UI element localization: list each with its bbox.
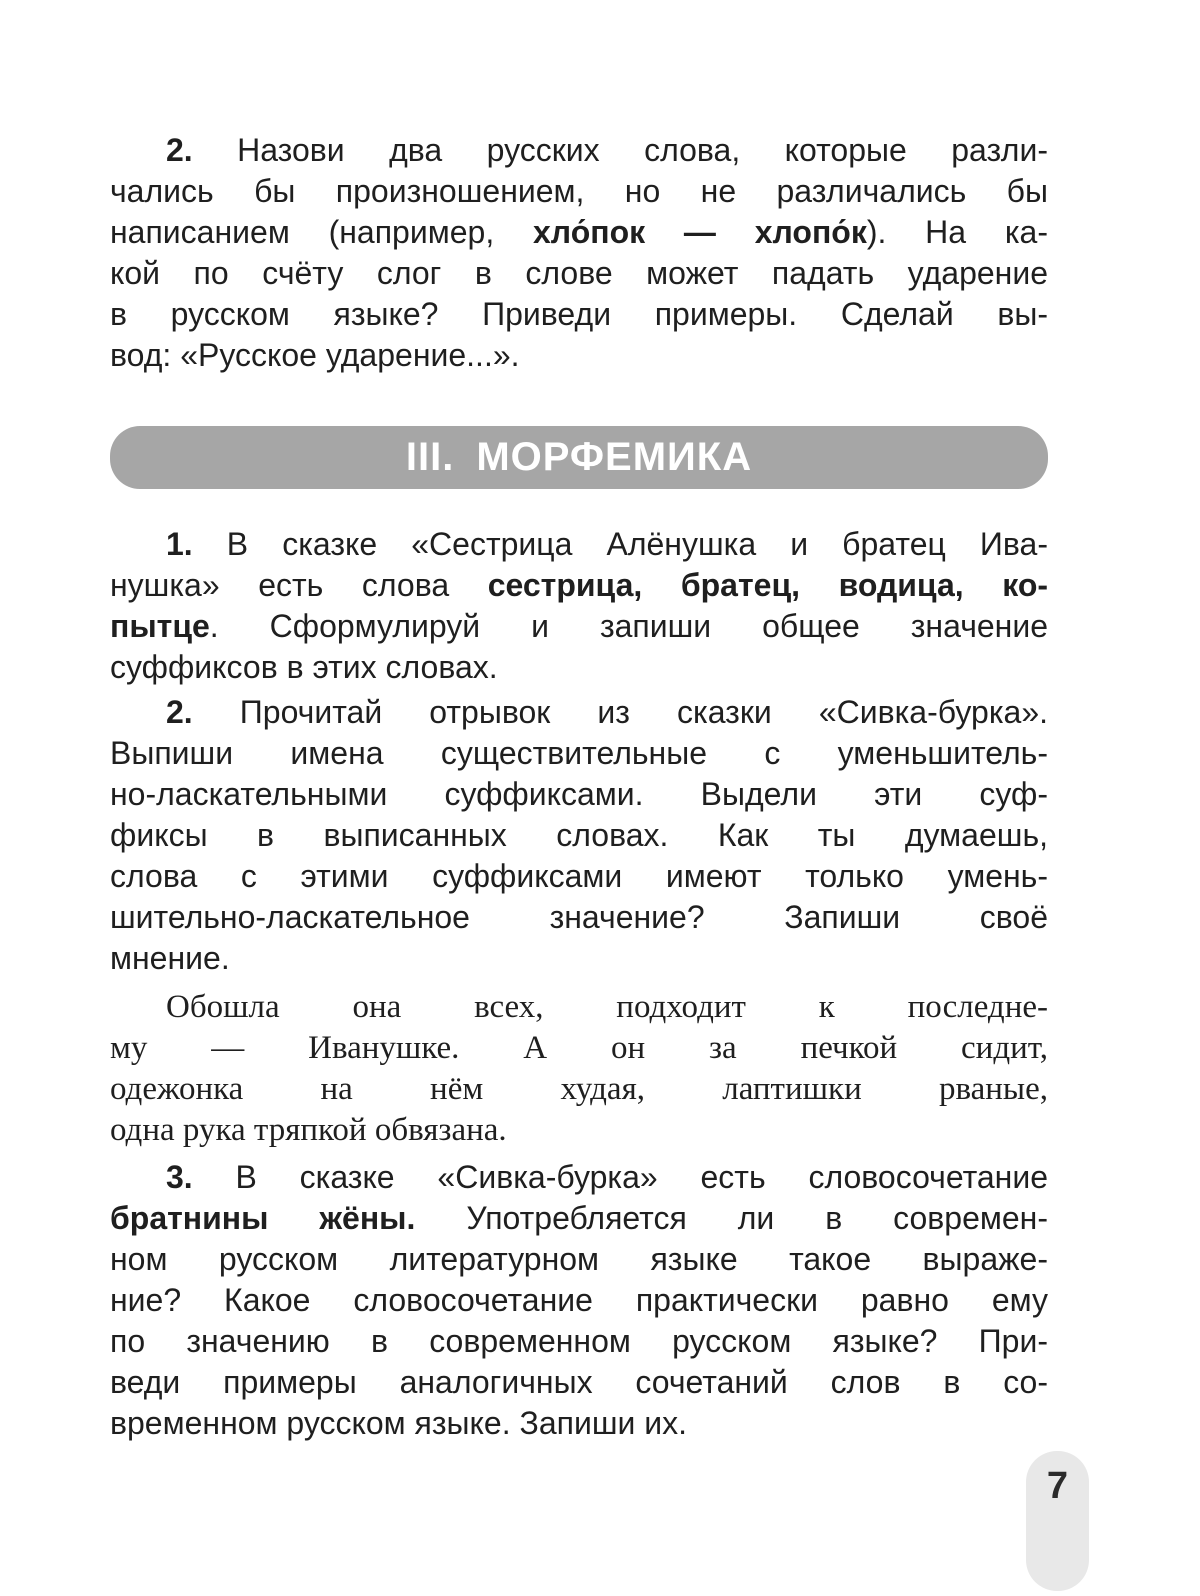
exercise-3-bratniny-zheny: 3. В сказке «Сивка-бурка» есть словосочетание братнины жёны. Употребляется ли в современ- ном русском литературном языке такое выраже- ние? Какое словосочетание практически равно ему по значению в современном русском языке? При- веди примеры аналогичных сочетаний слов в со- временном русском языке. Запиши их.: [110, 1159, 1049, 1441]
fairy-tale-quote: Обошла она всех, подходит к последне- му — Иванушке. А он за печкой сидит, одежонка на нём худая, лаптишки рваные, одна рука тряпкой обвязана.: [110, 989, 1048, 1148]
section-number: III.: [405, 435, 455, 479]
task-2-accent-paragraph: 2. Назови два русских слова, которые разли- чались бы произношением, но не различались бы написанием (например, хло́пок — хлопо́к). На ка- кой по счёту слог в слове может падать ударение в русском языке? Приведи примеры. Сделай вы- вод: «Русское ударение...».: [110, 132, 1048, 373]
exercise-2-sivka-burka: 2. Прочитай отрывок из сказки «Сивка-бурка». Выпиши имена существительные с уменьшитель- но-ласкательными суффиксами. Выдели эти суф- фиксы в выписанных словах. Как ты думаешь, слова с этими суффиксами имеют только умень- шительно-ласкательное значение? Запиши своё мнение.: [110, 694, 1048, 976]
page-number-tab: [1026, 1451, 1089, 1591]
section-banner: [110, 426, 1048, 489]
exercise-1-suffix-meaning: 1. В сказке «Сестрица Алёнушка и братец Ива- нушка» есть слова сестрица, братец, водица, ко- пытце. Сформулируй и запиши общее значение суффиксов в этих словах.: [110, 526, 1049, 685]
page-number: 7: [1046, 1465, 1069, 1507]
section-title: МОРФЕМИКА: [476, 435, 753, 479]
